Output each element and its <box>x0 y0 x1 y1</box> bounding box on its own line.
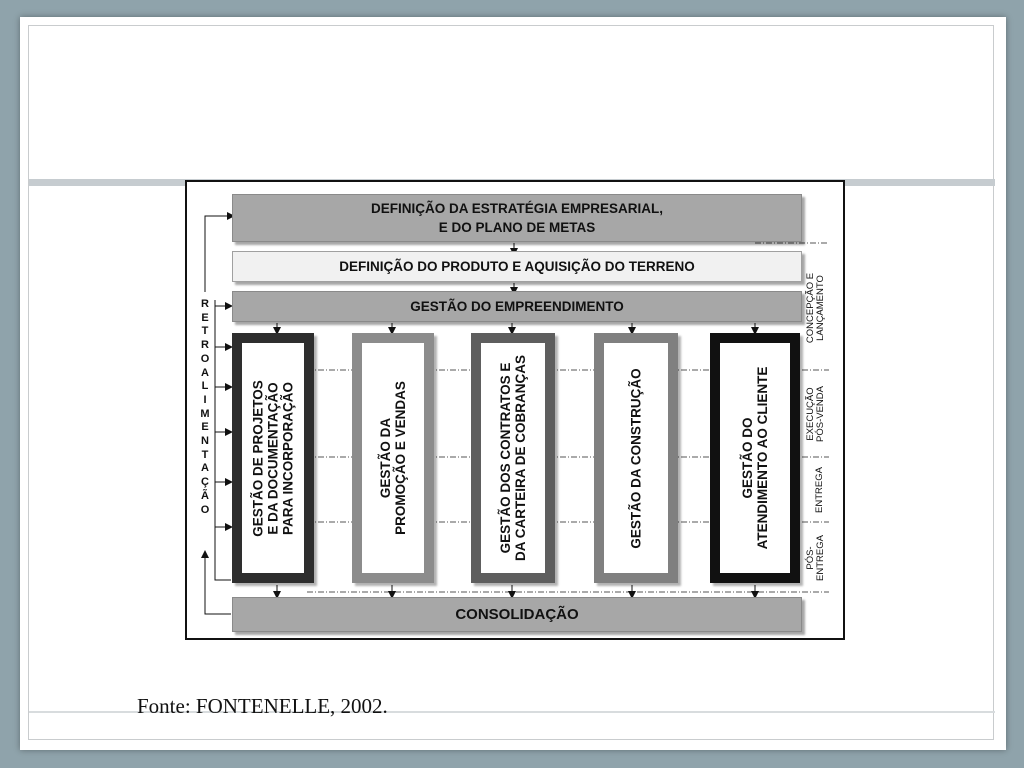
product-definition-bar <box>232 251 802 282</box>
feedback-letter: E <box>201 311 209 324</box>
column-label: GESTÃO DA CONSTRUÇÃO <box>628 367 644 549</box>
column-construction <box>594 333 678 583</box>
feedback-letter: R <box>201 298 209 310</box>
feedback-letter: A <box>201 462 209 475</box>
feedback-label <box>197 298 213 517</box>
strategy-definition-bar <box>232 194 802 242</box>
feedback-letter: R <box>201 339 209 352</box>
phase-label-concepcao <box>805 246 826 370</box>
column-label: GESTÃO DA PROMOÇÃO E VENDAS <box>378 381 408 535</box>
feedback-letter: Ã <box>201 489 209 502</box>
feedback-letter: A <box>201 366 209 379</box>
column-inner <box>481 343 545 573</box>
consolidation-label: CONSOLIDAÇÃO <box>455 606 579 623</box>
phase-label-text: EXECUÇÃO PÓS-VENDA <box>805 386 826 442</box>
title-area <box>29 26 993 181</box>
column-customer-service <box>710 333 800 583</box>
column-projects <box>232 333 314 583</box>
feedback-letter: T <box>201 448 209 461</box>
consolidation-bar <box>232 597 802 632</box>
column-inner <box>720 343 790 573</box>
feedback-letter: L <box>201 380 209 393</box>
strategy-definition-label: DEFINIÇÃO DA ESTRATÉGIA EMPRESARIAL, E DO PLANO DE METAS <box>370 201 663 235</box>
enterprise-management-label: GESTÃO DO EMPREENDIMENTO <box>410 299 624 314</box>
column-label: GESTÃO DE PROJETOS E DA DOCUMENTAÇÃO PARA INCORPORAÇÃO <box>250 379 296 537</box>
phase-label-text: CONCEPÇÃO E LANÇAMENTO <box>805 272 826 344</box>
enterprise-management-bar <box>232 291 802 322</box>
feedback-letter: E <box>201 421 209 434</box>
column-label: GESTÃO DO ATENDIMENTO AO CLIENTE <box>740 366 770 550</box>
column-inner <box>604 343 668 573</box>
feedback-letter: Ç <box>201 476 209 489</box>
feedback-letter: N <box>201 435 209 448</box>
feedback-letter: O <box>200 352 210 365</box>
process-diagram <box>185 180 845 640</box>
feedback-letter: I <box>203 393 207 406</box>
phase-label-text: ENTREGA <box>814 467 825 513</box>
phase-label-pos-entrega <box>805 524 826 592</box>
column-label: GESTÃO DOS CONTRATOS E DA CARTEIRA DE COBRANÇAS <box>498 355 528 562</box>
feedback-letter: O <box>200 503 210 516</box>
source-caption: Fonte: FONTENELLE, 2002. <box>137 694 388 718</box>
product-definition-label: DEFINIÇÃO DO PRODUTO E AQUISIÇÃO DO TERRENO <box>339 259 695 274</box>
phase-label-text: PÓS- ENTREGA <box>805 535 826 581</box>
column-sales <box>352 333 434 583</box>
feedback-letter: T <box>201 325 209 338</box>
column-contracts <box>471 333 555 583</box>
feedback-letter: M <box>200 407 210 420</box>
column-inner <box>242 343 304 573</box>
column-inner <box>362 343 424 573</box>
